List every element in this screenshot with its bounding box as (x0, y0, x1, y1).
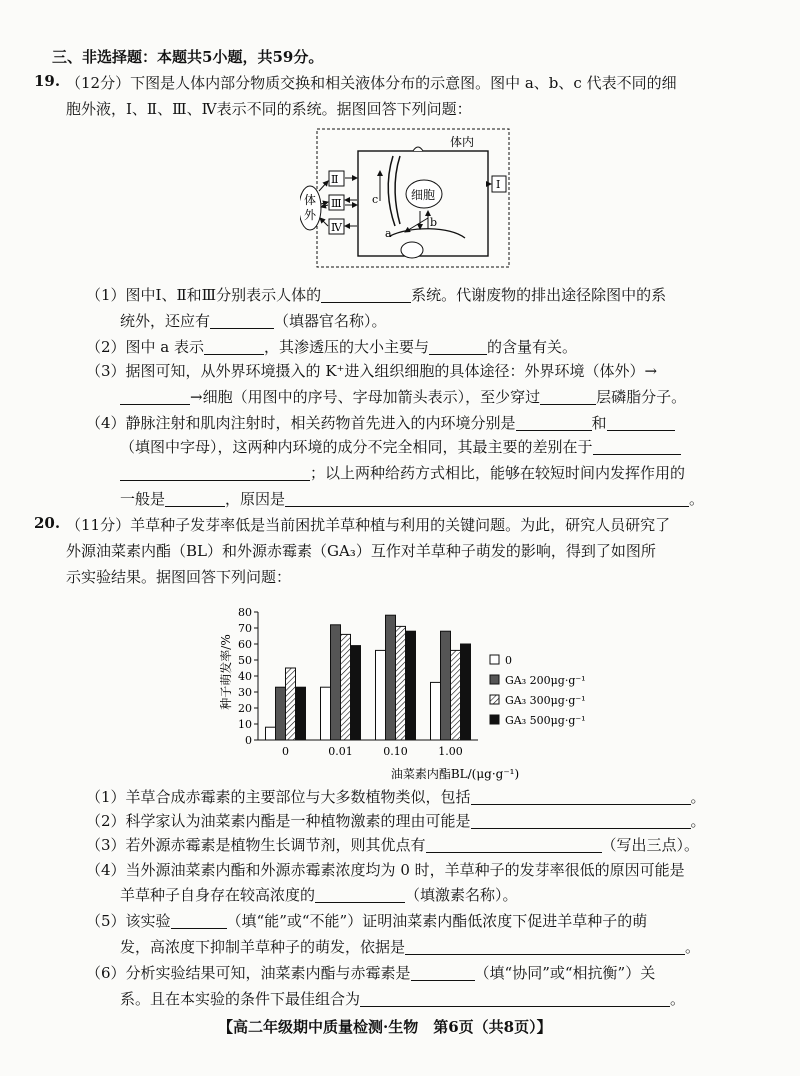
label-c: c (372, 193, 379, 206)
legend-swatch-2 (490, 695, 499, 704)
q20-p6-a: （6）分析实验结果可知，油菜素内酯与赤霉素是 (86, 964, 411, 982)
q20-p6-c: 系。且在本实验的条件下最佳组合为 (120, 990, 361, 1008)
legend-label-0: 0 (505, 654, 512, 667)
q19-p4-a: （4）静脉注射和肌肉注射时，相关药物首先进入的内环境分别是 (86, 414, 516, 432)
chart-bar (351, 646, 361, 740)
lymph-vessel (388, 156, 395, 226)
chart-bar (406, 631, 416, 740)
chart-y-tick-label: 60 (238, 638, 252, 651)
q19-p1-d: （填器官名称）。 (274, 312, 387, 330)
q19-p4-blank3[interactable] (593, 439, 681, 455)
q19-p3-line2 (120, 386, 686, 407)
q19-p4-blank4[interactable] (120, 465, 310, 481)
q20-p5-line1 (86, 910, 647, 931)
chart-bar (266, 727, 276, 740)
chart-y-tick-label: 20 (238, 702, 252, 715)
system-III-label: Ⅲ (331, 197, 342, 210)
q20-p4-line2 (120, 884, 518, 905)
q20-p2-blank[interactable] (471, 813, 691, 829)
q20-p3-b: （写出三点）。 (601, 836, 700, 854)
legend-swatch-1 (490, 675, 499, 684)
body-fluid-diagram (300, 126, 515, 271)
chart-bar (331, 625, 341, 740)
q19-p2-a: （2）图中 a 表示 (86, 338, 205, 356)
exchange-arrows (319, 171, 491, 232)
q19-p4-line1 (86, 412, 675, 433)
section-title: 三、非选择题：本题共5小题，共59分。 (52, 48, 324, 66)
page-footer: 【高二年级期中质量检测·生物 第6页（共8页）】 (218, 1018, 552, 1036)
lymph-vessel-2 (395, 156, 400, 224)
chart-layer (238, 606, 478, 758)
q19-p4-blank5[interactable] (165, 491, 225, 507)
q20-p5-line2 (120, 936, 700, 957)
q20-p5-blank2[interactable] (405, 939, 685, 955)
legend-swatch-3 (490, 715, 499, 724)
q19-intro-line2: 胞外液，Ⅰ、Ⅱ、Ⅲ、Ⅳ表示不同的系统。据图回答下列问题： (66, 100, 472, 118)
chart-x-tick-label: 0.01 (328, 745, 353, 758)
q20-p6-b: （填“协同”或“相抗衡”）关 (474, 964, 656, 982)
chart-bar (376, 650, 386, 740)
blood-vessel-ring (401, 242, 423, 258)
q19-p4-blank2[interactable] (607, 415, 675, 431)
chart-bar (431, 682, 441, 740)
chart-bar (396, 626, 406, 740)
chart-bar (341, 634, 351, 740)
q20-p4-blank[interactable] (315, 887, 405, 903)
chart-bar (461, 644, 471, 740)
q20-p4-b: 羊草种子自身存在较高浓度的 (120, 886, 316, 904)
chart-bar (441, 631, 451, 740)
chart-y-tick-label: 40 (238, 670, 252, 683)
chart-bar (321, 687, 331, 740)
chart-x-tick-label: 0.10 (383, 745, 408, 758)
q19-p3-b: →细胞（用图中的序号、字母加箭头表示），至少穿过 (190, 388, 541, 406)
q20-p6-d: 。 (670, 990, 686, 1008)
q19-p4-c: （填图中字母），这两种内环境的成分不完全相同，其最主要的差别在于 (120, 438, 593, 456)
q19-p4-blank1[interactable] (516, 415, 592, 431)
q19-p4-blank6[interactable] (285, 491, 689, 507)
q19-p4-b: 和 (591, 414, 607, 432)
q20-p6-blank2[interactable] (360, 991, 670, 1007)
chart-y-tick-label: 70 (238, 622, 252, 635)
chart-bar (386, 615, 396, 740)
chart-x-tick-label: 1.00 (438, 745, 463, 758)
label-b: b (430, 216, 438, 229)
system-IV-label: Ⅳ (331, 221, 342, 234)
q19-p3-blank2[interactable] (540, 389, 596, 405)
q19-p2-blank1[interactable] (204, 339, 264, 355)
legend-label-3: GA₃ 500μg·g⁻¹ (505, 714, 586, 727)
vessel-top-bump (413, 147, 423, 151)
q19-p1-blank2[interactable] (210, 313, 274, 329)
q20-p3-blank[interactable] (426, 837, 602, 853)
chart-x-tick-label: 0 (282, 745, 289, 758)
q19-p1-a: （1）图中Ⅰ、Ⅱ和Ⅲ分别表示人体的 (86, 286, 322, 304)
q20-p6-line1 (86, 962, 655, 983)
q19-p2-c: 的含量有关。 (487, 338, 578, 356)
inside-label: 体内 (450, 135, 475, 149)
outside-label-2: 外 (304, 208, 317, 222)
q19-p2-line (86, 336, 577, 357)
system-I-label: Ⅰ (496, 178, 501, 191)
chart-svg (220, 592, 590, 782)
q20-p2-line (86, 810, 706, 831)
q19-p1-blank1[interactable] (321, 287, 411, 303)
capillary (390, 229, 465, 238)
chart-bar (286, 668, 296, 740)
label-a: a (385, 227, 392, 240)
q20-p1-b: 。 (690, 788, 706, 806)
q20-p5-b: （填“能”或“不能”）证明油菜素内酯低浓度下促进羊草种子的萌 (226, 912, 648, 930)
q20-p3-line (86, 834, 699, 855)
q20-p6-line2 (120, 988, 685, 1009)
q20-intro-line3: 示实验结果。据图回答下列问题： (66, 568, 292, 586)
q20-p5-d: 。 (685, 938, 701, 956)
chart-bar (296, 687, 306, 740)
q20-p3-a: （3）若外源赤霉素是植物生长调节剂，则其优点有 (86, 836, 426, 854)
q19-p1-c: 统外，还应有 (120, 312, 211, 330)
outside-label-1: 体 (304, 193, 317, 207)
q19-p4-line4 (120, 488, 704, 509)
q19-intro-line1: （12分）下图是人体内部分物质交换和相关液体分布的示意图。图中 a、b、c 代表不同的细 (66, 74, 677, 92)
q20-p4-a: （4）当外源油菜素内酯和外源赤霉素浓度均为 0 时，羊草种子的发芽率很低的原因可能是 (86, 861, 685, 879)
q20-p5-a: （5）该实验 (86, 912, 171, 930)
legend-label-2: GA₃ 300μg·g⁻¹ (505, 694, 586, 707)
q19-p2-b: ，其渗透压的大小主要与 (264, 338, 430, 356)
system-II-label: Ⅱ (331, 173, 339, 186)
q19-p3-a: （3）据图可知，从外界环境摄入的 K⁺进入组织细胞的具体途径：外界环境（体外）→ (86, 362, 658, 380)
chart-y-label: 种子萌发率/% (220, 634, 233, 710)
q19-number: 19. (34, 72, 61, 90)
q19-p3-blank1[interactable] (120, 389, 190, 405)
germination-bar-chart (220, 592, 590, 782)
q20-p1-blank[interactable] (471, 789, 691, 805)
q19-p4-line2 (120, 436, 681, 457)
q19-p1-line2 (120, 310, 387, 331)
q19-p4-e: 一般是 (120, 490, 166, 508)
q20-number: 20. (34, 514, 61, 532)
q20-p2-a: （2）科学家认为油菜素内酯是一种植物激素的理由可能是 (86, 812, 471, 830)
q20-p5-c: 发，高浓度下抑制羊草种子的萌发，依据是 (120, 938, 406, 956)
q20-p6-blank1[interactable] (411, 965, 475, 981)
q19-p4-f: ，原因是 (225, 490, 286, 508)
chart-x-label: 油菜素内酯BL/(μg·g⁻¹) (390, 767, 520, 781)
chart-y-tick-label: 30 (238, 686, 252, 699)
cell-label: 细胞 (411, 188, 436, 202)
q19-p4-g: 。 (689, 490, 705, 508)
legend-label-1: GA₃ 200μg·g⁻¹ (505, 674, 586, 687)
q19-p4-line3 (120, 462, 685, 483)
q20-intro-line2: 外源油菜素内酯（BL）和外源赤霉素（GA₃）互作对羊草种子萌发的影响，得到了如图所 (66, 542, 656, 560)
q20-p1-a: （1）羊草合成赤霉素的主要部位与大多数植物类似，包括 (86, 788, 471, 806)
q19-p4-d: ；以上两种给药方式相比，能够在较短时间内发挥作用的 (310, 464, 686, 482)
chart-legend (490, 654, 586, 727)
legend-swatch-0 (490, 655, 499, 664)
q20-intro-line1: （11分）羊草种子发芽率低是当前困扰羊草种植与利用的关键问题。为此，研究人员研究了 (66, 516, 671, 534)
q20-p2-b: 。 (690, 812, 706, 830)
q19-p1-b: 系统。代谢废物的排出途径除图中的系 (411, 286, 667, 304)
chart-bar (276, 687, 286, 740)
q20-p5-blank1[interactable] (171, 913, 227, 929)
q20-p1-line (86, 786, 706, 807)
q19-p2-blank2[interactable] (429, 339, 487, 355)
chart-y-tick-label: 10 (238, 718, 252, 731)
q19-p3-c: 层磷脂分子。 (596, 388, 687, 406)
chart-y-tick-label: 80 (238, 606, 252, 619)
chart-y-tick-label: 0 (245, 734, 252, 747)
q20-p4-c: （填激素名称）。 (405, 886, 518, 904)
chart-y-tick-label: 50 (238, 654, 252, 667)
q19-p1-line1 (86, 284, 666, 305)
chart-bar (451, 650, 461, 740)
